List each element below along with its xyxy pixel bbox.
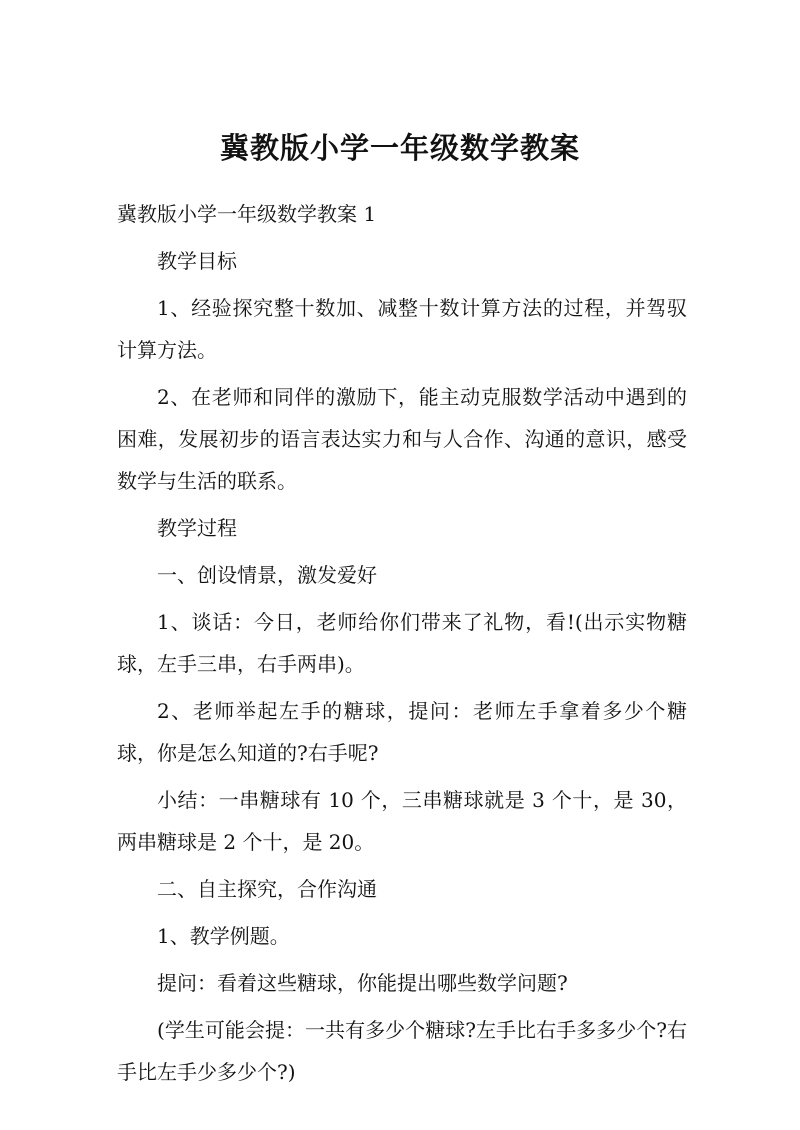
goal-item-1: 1、经验探究整十数加、减整十数计算方法的过程，并驾驭计算方法。: [117, 296, 687, 362]
subheading-teaching-process: 教学过程: [157, 516, 237, 540]
process-paragraph: (学生可能会提：一共有多少个糖球?左手比右手多多少个?右手比左手少多少个?): [117, 1018, 687, 1084]
subheading-teaching-goals: 教学目标: [157, 249, 237, 273]
document-body: [117, 193, 687, 1098]
process-paragraph: 2、老师举起左手的糖球，提问：老师左手拿着多少个糖球，你是怎么知道的?右手呢?: [117, 699, 687, 765]
process-step-heading-2: 二、自主探究，合作沟通: [157, 877, 377, 901]
section-heading: 冀教版小学一年级数学教案 1: [117, 202, 377, 226]
summary-paragraph: 小结：一串糖球有 10 个，三串糖球就是 3 个十，是 30，两串糖球是 2 个十，是 20。: [117, 788, 687, 854]
process-paragraph: 1、教学例题。: [157, 924, 290, 948]
process-paragraph: 1、谈话：今日，老师给你们带来了礼物，看!(出示实物糖球，左手三串，右手两串)。: [117, 610, 687, 676]
process-step-heading-1: 一、创设情景，激发爱好: [157, 563, 377, 587]
goal-item-2: 2、在老师和同伴的激励下，能主动克服数学活动中遇到的困难，发展初步的语言表达实力和与人合作、沟通的意识，感受数学与生活的联系。: [117, 385, 687, 493]
process-paragraph: 提问：看着这些糖球，你能提出哪些数学问题?: [157, 971, 568, 995]
document-title: 冀教版小学一年级数学教案: [219, 131, 580, 165]
